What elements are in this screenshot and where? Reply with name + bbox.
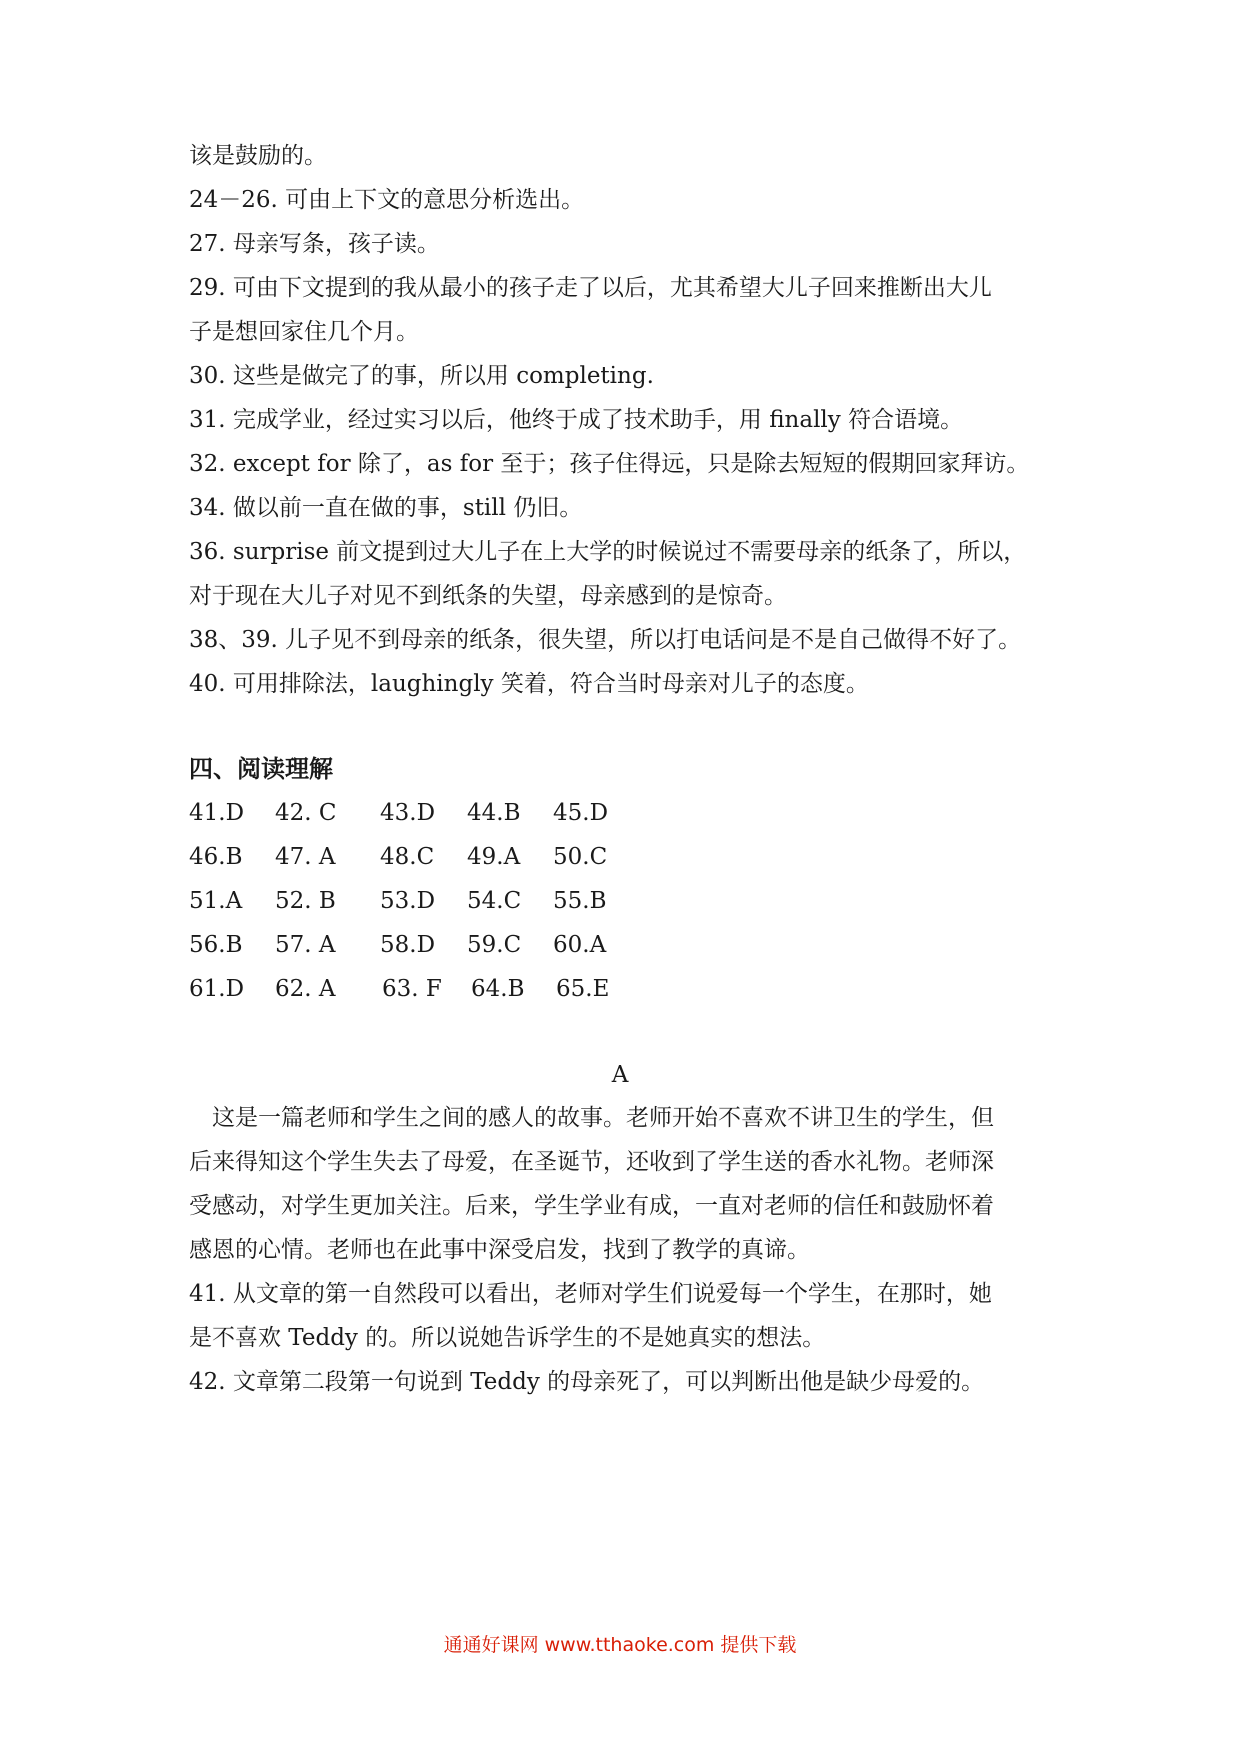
answer-cell: 52. B: [275, 888, 336, 914]
explanation-line: 38、39. 儿子见不到母亲的纸条，很失望，所以打电话问是不是自己做得不好了。: [189, 627, 1022, 653]
explanation-line: 34. 做以前一直在做的事，still 仍旧。: [189, 495, 583, 521]
answer-cell: 49.A: [467, 844, 521, 870]
explanation-line: 41. 从文章的第一自然段可以看出，老师对学生们说爱每一个学生，在那时，她: [189, 1281, 992, 1307]
explanation-line: 31. 完成学业，经过实习以后，他终于成了技术助手，用 finally 符合语境。: [189, 407, 964, 433]
footer-link[interactable]: 通通好课网 www.tthaoke.com 提供下载: [443, 1634, 797, 1656]
explanation-line: 36. surprise 前文提到过大儿子在上大学的时候说过不需要母亲的纸条了，所以，: [189, 539, 1027, 565]
explanation-line: 42. 文章第二段第一句说到 Teddy 的母亲死了，可以判断出他是缺少母爱的。: [189, 1369, 985, 1395]
explanation-line: 32. except for 除了，as for 至于；孩子住得远，只是除去短短的假期回家拜访。: [189, 451, 1030, 477]
explanation-line: 24－26. 可由上下文的意思分析选出。: [189, 187, 585, 213]
answer-cell: 63. F: [382, 976, 442, 1002]
answer-cell: 46.B: [189, 844, 243, 870]
answer-cell: 42. C: [275, 800, 337, 826]
answer-cell: 53.D: [380, 888, 436, 914]
explanation-line: 后来得知这个学生失去了母爱，在圣诞节，还收到了学生送的香水礼物。老师深: [189, 1149, 994, 1175]
answer-cell: 62. A: [275, 976, 336, 1002]
explanation-line: 感恩的心情。老师也在此事中深受启发，找到了教学的真谛。: [189, 1237, 810, 1263]
explanation-line: 该是鼓励的。: [189, 143, 327, 169]
answer-cell: 50.C: [553, 844, 608, 870]
answer-cell: 41.D: [189, 800, 245, 826]
answer-cell: 65.E: [556, 976, 610, 1002]
explanation-line: 对于现在大儿子对见不到纸条的失望，母亲感到的是惊奇。: [189, 583, 787, 609]
answer-cell: 55.B: [553, 888, 607, 914]
explanation-line: 子是想回家住几个月。: [189, 319, 419, 345]
answer-cell: 64.B: [471, 976, 525, 1002]
answer-cell: 48.C: [380, 844, 435, 870]
explanation-line: 29. 可由下文提到的我从最小的孩子走了以后，尤其希望大儿子回来推断出大儿: [189, 275, 992, 301]
answer-cell: 54.C: [467, 888, 522, 914]
explanation-line: 27. 母亲写条，孩子读。: [189, 231, 440, 257]
explanation-line: 30. 这些是做完了的事，所以用 completing.: [189, 363, 654, 389]
answer-cell: 61.D: [189, 976, 245, 1002]
answer-cell: 51.A: [189, 888, 243, 914]
explanation-line: 受感动，对学生更加关注。后来，学生学业有成，一直对老师的信任和鼓励怀着: [189, 1193, 994, 1219]
answer-cell: 56.B: [189, 932, 243, 958]
answer-cell: 47. A: [275, 844, 336, 870]
answer-cell: 45.D: [553, 800, 609, 826]
explanation-line: 40. 可用排除法，laughingly 笑着，符合当时母亲对儿子的态度。: [189, 671, 869, 697]
answer-cell: 43.D: [380, 800, 436, 826]
answer-cell: 58.D: [380, 932, 436, 958]
answer-cell: 57. A: [275, 932, 336, 958]
answer-cell: 44.B: [467, 800, 521, 826]
passage-label: A: [611, 1062, 629, 1088]
section-heading: 四、阅读理解: [189, 755, 333, 783]
explanation-line: 是不喜欢 Teddy 的。所以说她告诉学生的不是她真实的想法。: [189, 1325, 826, 1351]
answer-cell: 60.A: [553, 932, 607, 958]
answer-cell: 59.C: [467, 932, 522, 958]
explanation-line: 这是一篇老师和学生之间的感人的故事。老师开始不喜欢不讲卫生的学生，但: [189, 1105, 994, 1131]
